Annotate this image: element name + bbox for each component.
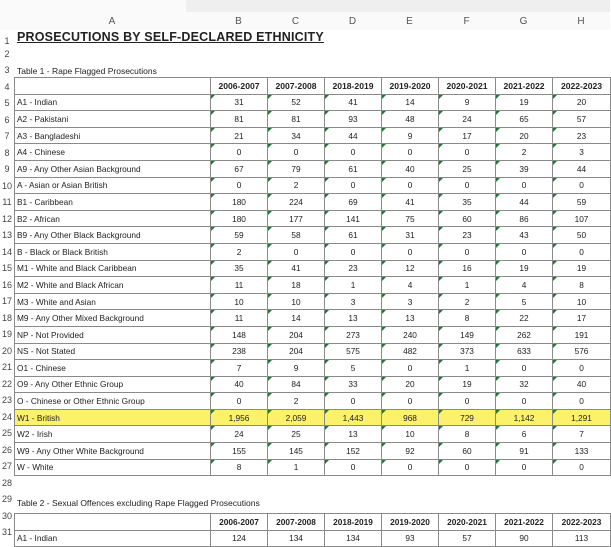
value-cell[interactable]: 1,142 — [496, 409, 553, 426]
value-cell[interactable]: 50 — [553, 227, 611, 244]
value-cell[interactable]: 1 — [325, 277, 382, 294]
value-cell[interactable]: 1,443 — [325, 409, 382, 426]
year-header-cell[interactable]: 2021-2022 — [496, 78, 553, 95]
value-cell[interactable]: 155 — [211, 443, 268, 460]
value-cell[interactable]: 273 — [325, 326, 382, 343]
table-row — [15, 144, 611, 161]
ethnicity-label-cell[interactable]: A - Asian or Asian British — [15, 177, 211, 194]
value-cell[interactable]: 58 — [268, 227, 325, 244]
value-cell[interactable]: 576 — [553, 343, 611, 360]
value-cell[interactable]: 59 — [553, 194, 611, 211]
value-cell[interactable]: 8 — [553, 277, 611, 294]
row-number-10[interactable]: 10 — [1, 180, 12, 191]
value-cell[interactable]: 67 — [211, 160, 268, 177]
value-cell[interactable]: 9 — [439, 94, 496, 111]
value-cell[interactable]: 20 — [496, 127, 553, 144]
value-cell[interactable]: 5 — [325, 360, 382, 377]
value-cell[interactable]: 149 — [439, 326, 496, 343]
row-number-24[interactable]: 24 — [1, 411, 12, 422]
value-cell[interactable]: 60 — [439, 210, 496, 227]
row-number-6[interactable]: 6 — [4, 114, 10, 125]
table1-grid — [14, 77, 611, 476]
value-cell[interactable]: 1 — [439, 277, 496, 294]
ethnicity-label-cell[interactable]: B9 - Any Other Black Background — [15, 227, 211, 244]
row-number-30[interactable]: 30 — [1, 510, 12, 521]
value-cell[interactable]: 40 — [211, 376, 268, 393]
table-row — [15, 210, 611, 227]
value-cell[interactable]: 13 — [382, 310, 439, 327]
row-number-14[interactable]: 14 — [1, 246, 12, 257]
row-number-27[interactable]: 27 — [1, 461, 12, 471]
value-cell[interactable]: 92 — [382, 443, 439, 460]
value-cell[interactable]: 20 — [382, 376, 439, 393]
value-cell[interactable]: 133 — [553, 443, 611, 460]
row-number-16[interactable]: 16 — [1, 279, 12, 290]
value-cell[interactable]: 11 — [211, 277, 268, 294]
column-f-header[interactable]: F — [463, 16, 470, 27]
value-cell[interactable]: 18 — [268, 277, 325, 294]
value-cell[interactable]: 60 — [439, 443, 496, 460]
value-cell[interactable]: 41 — [325, 94, 382, 111]
value-cell[interactable]: 0 — [439, 459, 496, 476]
value-cell[interactable]: 91 — [496, 443, 553, 460]
t2-value-cell[interactable]: 113 — [553, 530, 611, 547]
value-cell[interactable]: 20 — [553, 94, 611, 111]
value-cell[interactable]: 23 — [553, 127, 611, 144]
table2-grid — [14, 513, 611, 547]
value-cell[interactable]: 4 — [382, 277, 439, 294]
table-row — [15, 393, 611, 410]
value-cell[interactable]: 107 — [553, 210, 611, 227]
value-cell[interactable]: 0 — [382, 144, 439, 161]
value-cell[interactable]: 14 — [268, 310, 325, 327]
table-row — [15, 293, 611, 310]
table-row — [15, 376, 611, 393]
table-row — [15, 194, 611, 211]
value-cell[interactable]: 35 — [211, 260, 268, 277]
value-cell[interactable]: 17 — [553, 310, 611, 327]
table-row — [15, 94, 611, 111]
column-h-header[interactable]: H — [577, 16, 585, 27]
t2-header-blank-cell[interactable] — [15, 514, 211, 531]
value-cell[interactable]: 224 — [268, 194, 325, 211]
table-row — [15, 127, 611, 144]
ethnicity-label-cell[interactable]: A3 - Bangladeshi — [15, 127, 211, 144]
value-cell[interactable]: 482 — [382, 343, 439, 360]
value-cell[interactable]: 633 — [496, 343, 553, 360]
value-cell[interactable]: 152 — [325, 443, 382, 460]
value-cell[interactable]: 145 — [268, 443, 325, 460]
value-cell[interactable]: 141 — [325, 210, 382, 227]
value-cell[interactable]: 19 — [553, 260, 611, 277]
t2-ethnicity-label-cell[interactable]: A1 - Indian — [15, 530, 211, 547]
table-row — [15, 343, 611, 360]
value-cell[interactable]: 44 — [553, 160, 611, 177]
year-header-cell[interactable]: 2007-2008 — [268, 78, 325, 95]
value-cell[interactable]: 180 — [211, 194, 268, 211]
row-number-15[interactable]: 15 — [1, 263, 12, 273]
column-c-header[interactable]: C — [291, 16, 300, 27]
column-g-header[interactable]: G — [519, 16, 528, 27]
value-cell[interactable]: 93 — [325, 111, 382, 128]
t2-value-cell[interactable]: 134 — [268, 530, 325, 547]
value-cell[interactable]: 0 — [325, 459, 382, 476]
sheet-title: PROSECUTIONS BY SELF-DECLARED ETHNICITY — [17, 30, 324, 44]
value-cell[interactable]: 31 — [382, 227, 439, 244]
value-cell[interactable]: 3 — [325, 293, 382, 310]
value-cell[interactable]: 0 — [268, 243, 325, 260]
table-row — [15, 326, 611, 343]
value-cell[interactable]: 240 — [382, 326, 439, 343]
ethnicity-label-cell[interactable]: B1 - Caribbean — [15, 194, 211, 211]
year-header-cell[interactable]: 2020-2021 — [439, 78, 496, 95]
ethnicity-label-cell[interactable]: A9 - Any Other Asian Background — [15, 160, 211, 177]
row-number-31[interactable]: 31 — [1, 527, 12, 537]
ethnicity-label-cell[interactable]: W - White — [15, 459, 211, 476]
value-cell[interactable]: 0 — [496, 243, 553, 260]
ethnicity-label-cell[interactable]: NS - Not Stated — [15, 343, 211, 360]
row-number-28[interactable]: 28 — [1, 477, 12, 488]
value-cell[interactable]: 11 — [211, 310, 268, 327]
table-row — [15, 360, 611, 377]
value-cell[interactable]: 0 — [211, 393, 268, 410]
row-number-12[interactable]: 12 — [1, 213, 12, 224]
value-cell[interactable]: 13 — [325, 426, 382, 443]
value-cell[interactable]: 32 — [496, 376, 553, 393]
value-cell[interactable]: 0 — [382, 393, 439, 410]
value-cell[interactable]: 0 — [553, 393, 611, 410]
ethnicity-label-cell[interactable]: W2 - Irish — [15, 426, 211, 443]
table1-title: Table 1 - Rape Flagged Prosecutions — [17, 66, 157, 76]
value-cell[interactable]: 10 — [268, 293, 325, 310]
value-cell[interactable]: 4 — [496, 277, 553, 294]
row-number-18[interactable]: 18 — [1, 312, 12, 323]
toolbar-band — [186, 0, 610, 12]
t2-year-header-cell[interactable]: 2020-2021 — [439, 514, 496, 531]
value-cell[interactable]: 34 — [268, 127, 325, 144]
table2-title: Table 2 - Sexual Offences excluding Rape Flagged Prosecutions — [17, 498, 260, 508]
ethnicity-label-cell[interactable]: A1 - Indian — [15, 94, 211, 111]
value-cell[interactable]: 1,956 — [211, 409, 268, 426]
value-cell[interactable]: 84 — [268, 376, 325, 393]
t2-value-cell[interactable]: 57 — [439, 530, 496, 547]
value-cell[interactable]: 1 — [268, 459, 325, 476]
value-cell[interactable]: 17 — [439, 127, 496, 144]
row-number-2[interactable]: 2 — [4, 48, 10, 59]
t2-year-header-cell[interactable]: 2018-2019 — [325, 514, 382, 531]
value-cell[interactable]: 177 — [268, 210, 325, 227]
value-cell[interactable]: 968 — [382, 409, 439, 426]
row-number-8[interactable]: 8 — [4, 147, 10, 158]
value-cell[interactable]: 75 — [382, 210, 439, 227]
value-cell[interactable]: 12 — [382, 260, 439, 277]
row-number-26[interactable]: 26 — [1, 444, 12, 455]
ethnicity-label-cell[interactable]: M9 - Any Other Mixed Background — [15, 310, 211, 327]
ethnicity-label-cell[interactable]: M3 - White and Asian — [15, 293, 211, 310]
value-cell[interactable]: 1 — [439, 360, 496, 377]
value-cell[interactable]: 0 — [325, 177, 382, 194]
column-b-header[interactable]: B — [235, 16, 242, 27]
value-cell[interactable]: 180 — [211, 210, 268, 227]
table-row — [15, 530, 611, 547]
value-cell[interactable]: 148 — [211, 326, 268, 343]
value-cell[interactable]: 22 — [496, 310, 553, 327]
value-cell[interactable]: 41 — [268, 260, 325, 277]
value-cell[interactable]: 24 — [439, 111, 496, 128]
row-number-7[interactable]: 7 — [4, 131, 10, 141]
value-cell[interactable]: 0 — [553, 360, 611, 377]
value-cell[interactable]: 0 — [553, 177, 611, 194]
row-number-21[interactable]: 21 — [1, 362, 12, 372]
column-a-header[interactable]: A — [108, 16, 116, 27]
table-row — [15, 459, 611, 476]
table-row — [15, 243, 611, 260]
value-cell[interactable]: 373 — [439, 343, 496, 360]
value-cell[interactable]: 39 — [496, 160, 553, 177]
value-cell[interactable]: 575 — [325, 343, 382, 360]
year-header-cell[interactable]: 2019-2020 — [382, 78, 439, 95]
value-cell[interactable]: 69 — [325, 194, 382, 211]
value-cell[interactable]: 0 — [496, 177, 553, 194]
value-cell[interactable]: 0 — [211, 144, 268, 161]
value-cell[interactable]: 0 — [439, 393, 496, 410]
value-cell[interactable]: 61 — [325, 160, 382, 177]
value-cell[interactable]: 8 — [439, 426, 496, 443]
column-header-bar — [0, 0, 610, 30]
value-cell[interactable]: 2 — [439, 293, 496, 310]
value-cell[interactable]: 204 — [268, 326, 325, 343]
value-cell[interactable]: 31 — [211, 94, 268, 111]
table-row — [15, 227, 611, 244]
year-header-cell[interactable]: 2006-2007 — [211, 78, 268, 95]
value-cell[interactable]: 9 — [382, 127, 439, 144]
value-cell[interactable]: 41 — [382, 194, 439, 211]
ethnicity-label-cell[interactable]: A4 - Chinese — [15, 144, 211, 161]
value-cell[interactable]: 0 — [325, 144, 382, 161]
ethnicity-label-cell[interactable]: M1 - White and Black Caribbean — [15, 260, 211, 277]
row-number-13[interactable]: 13 — [1, 230, 12, 240]
value-cell[interactable]: 0 — [496, 360, 553, 377]
row-number-19[interactable]: 19 — [1, 329, 12, 339]
ethnicity-label-cell[interactable]: B - Black or Black British — [15, 243, 211, 260]
row-number-1[interactable]: 1 — [4, 36, 10, 46]
value-cell[interactable]: 0 — [439, 144, 496, 161]
value-cell[interactable]: 59 — [211, 227, 268, 244]
row-number-9[interactable]: 9 — [4, 164, 10, 174]
value-cell[interactable]: 0 — [268, 144, 325, 161]
value-cell[interactable]: 2 — [211, 243, 268, 260]
row-number-5[interactable]: 5 — [4, 98, 10, 108]
table-row — [15, 443, 611, 460]
value-cell[interactable]: 8 — [439, 310, 496, 327]
row-number-20[interactable]: 20 — [1, 345, 12, 356]
ethnicity-label-cell[interactable]: O1 - Chinese — [15, 360, 211, 377]
table-row — [15, 426, 611, 443]
row-number-17[interactable]: 17 — [1, 296, 12, 306]
ethnicity-label-cell[interactable]: W1 - British — [15, 409, 211, 426]
value-cell[interactable]: 1,291 — [553, 409, 611, 426]
value-cell[interactable]: 81 — [211, 111, 268, 128]
row-number-3[interactable]: 3 — [4, 65, 10, 75]
year-header-cell[interactable]: 2022-2023 — [553, 78, 611, 95]
column-d-header[interactable]: D — [348, 16, 357, 27]
row-number-22[interactable]: 22 — [1, 378, 12, 389]
table-row — [15, 260, 611, 277]
value-cell[interactable]: 10 — [382, 426, 439, 443]
header-blank-cell[interactable] — [15, 78, 211, 95]
t2-year-header-cell[interactable]: 2006-2007 — [211, 514, 268, 531]
value-cell[interactable]: 2,059 — [268, 409, 325, 426]
value-cell[interactable]: 0 — [496, 393, 553, 410]
ethnicity-label-cell[interactable]: W9 - Any Other White Background — [15, 443, 211, 460]
value-cell[interactable]: 44 — [496, 194, 553, 211]
value-cell[interactable]: 238 — [211, 343, 268, 360]
table-row — [15, 409, 611, 426]
table-row — [15, 111, 611, 128]
value-cell[interactable]: 10 — [211, 293, 268, 310]
value-cell[interactable]: 10 — [553, 293, 611, 310]
value-cell[interactable]: 19 — [439, 376, 496, 393]
value-cell[interactable]: 2 — [496, 144, 553, 161]
value-cell[interactable]: 23 — [325, 260, 382, 277]
row-number-11[interactable]: 11 — [2, 197, 12, 207]
value-cell[interactable]: 16 — [439, 260, 496, 277]
value-cell[interactable]: 3 — [553, 144, 611, 161]
value-cell[interactable]: 7 — [211, 360, 268, 377]
value-cell[interactable]: 33 — [325, 376, 382, 393]
value-cell[interactable]: 2 — [268, 393, 325, 410]
value-cell[interactable]: 0 — [439, 243, 496, 260]
ethnicity-label-cell[interactable]: O - Chinese or Other Ethnic Group — [15, 393, 211, 410]
value-cell[interactable]: 43 — [496, 227, 553, 244]
value-cell[interactable]: 204 — [268, 343, 325, 360]
value-cell[interactable]: 65 — [496, 111, 553, 128]
value-cell[interactable]: 5 — [496, 293, 553, 310]
value-cell[interactable]: 0 — [553, 243, 611, 260]
t2-value-cell[interactable]: 124 — [211, 530, 268, 547]
row-number-4[interactable]: 4 — [4, 81, 10, 92]
value-cell[interactable]: 262 — [496, 326, 553, 343]
value-cell[interactable]: 0 — [382, 177, 439, 194]
value-cell[interactable]: 0 — [553, 459, 611, 476]
value-cell[interactable]: 86 — [496, 210, 553, 227]
value-cell[interactable]: 729 — [439, 409, 496, 426]
value-cell[interactable]: 14 — [382, 94, 439, 111]
row-number-23[interactable]: 23 — [1, 395, 12, 405]
value-cell[interactable]: 61 — [325, 227, 382, 244]
value-cell[interactable]: 9 — [268, 360, 325, 377]
value-cell[interactable]: 40 — [553, 376, 611, 393]
t2-value-cell[interactable]: 134 — [325, 530, 382, 547]
ethnicity-label-cell[interactable]: NP - Not Provided — [15, 326, 211, 343]
ethnicity-label-cell[interactable]: A2 - Pakistani — [15, 111, 211, 128]
t2-year-header-cell[interactable]: 2022-2023 — [553, 514, 611, 531]
value-cell[interactable]: 79 — [268, 160, 325, 177]
value-cell[interactable]: 0 — [211, 177, 268, 194]
value-cell[interactable]: 19 — [496, 94, 553, 111]
value-cell[interactable]: 0 — [382, 360, 439, 377]
ethnicity-label-cell[interactable]: O9 - Any Other Ethnic Group — [15, 376, 211, 393]
t2-year-header-cell[interactable]: 2007-2008 — [268, 514, 325, 531]
value-cell[interactable]: 8 — [211, 459, 268, 476]
row-number-25[interactable]: 25 — [1, 428, 12, 438]
value-cell[interactable]: 7 — [553, 426, 611, 443]
value-cell[interactable]: 0 — [382, 243, 439, 260]
value-cell[interactable]: 21 — [211, 127, 268, 144]
value-cell[interactable]: 57 — [553, 111, 611, 128]
column-e-header[interactable]: E — [406, 16, 413, 27]
value-cell[interactable]: 40 — [382, 160, 439, 177]
table-row — [15, 310, 611, 327]
table-row — [15, 177, 611, 194]
value-cell[interactable]: 191 — [553, 326, 611, 343]
row-number-29[interactable]: 29 — [1, 494, 12, 504]
ethnicity-label-cell[interactable]: B2 - African — [15, 210, 211, 227]
year-header-cell[interactable]: 2018-2019 — [325, 78, 382, 95]
value-cell[interactable]: 0 — [439, 177, 496, 194]
value-cell[interactable]: 2 — [268, 177, 325, 194]
value-cell[interactable]: 3 — [382, 293, 439, 310]
value-cell[interactable]: 52 — [268, 94, 325, 111]
value-cell[interactable]: 35 — [439, 194, 496, 211]
t2-value-cell[interactable]: 93 — [382, 530, 439, 547]
value-cell[interactable]: 0 — [382, 459, 439, 476]
value-cell[interactable]: 23 — [439, 227, 496, 244]
value-cell[interactable]: 19 — [496, 260, 553, 277]
table-row — [15, 277, 611, 294]
value-cell[interactable]: 25 — [439, 160, 496, 177]
value-cell[interactable]: 0 — [496, 459, 553, 476]
value-cell[interactable]: 81 — [268, 111, 325, 128]
value-cell[interactable]: 24 — [211, 426, 268, 443]
value-cell[interactable]: 0 — [325, 393, 382, 410]
value-cell[interactable]: 6 — [496, 426, 553, 443]
table-row — [15, 160, 611, 177]
t2-year-header-cell[interactable]: 2019-2020 — [382, 514, 439, 531]
value-cell[interactable]: 44 — [325, 127, 382, 144]
value-cell[interactable]: 48 — [382, 111, 439, 128]
t2-year-header-cell[interactable]: 2021-2022 — [496, 514, 553, 531]
value-cell[interactable]: 0 — [325, 243, 382, 260]
t2-value-cell[interactable]: 90 — [496, 530, 553, 547]
value-cell[interactable]: 13 — [325, 310, 382, 327]
ethnicity-label-cell[interactable]: M2 - White and Black African — [15, 277, 211, 294]
value-cell[interactable]: 25 — [268, 426, 325, 443]
